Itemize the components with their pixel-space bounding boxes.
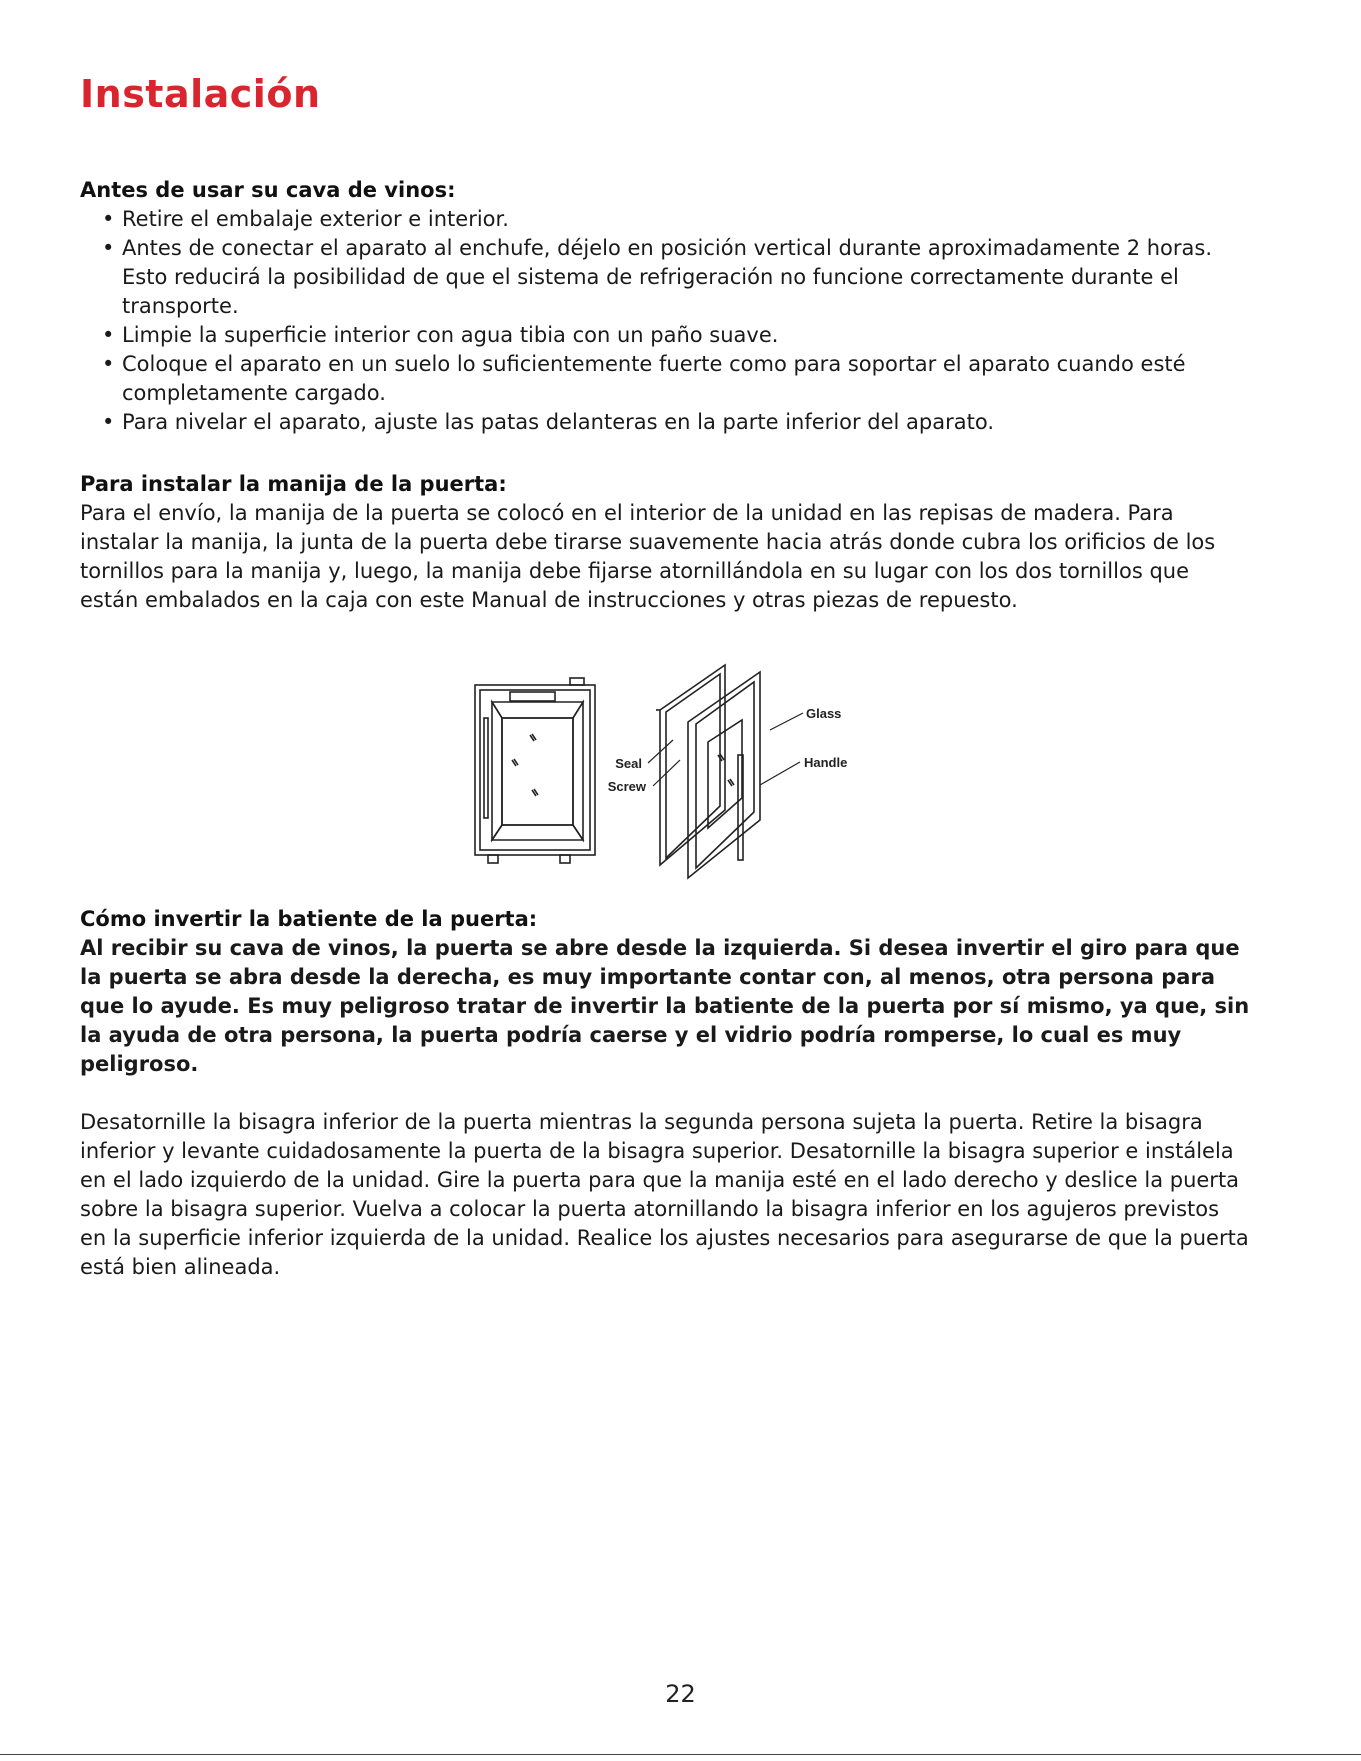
page-title: Instalación (80, 72, 321, 116)
list-item: • Para nivelar el aparato, ajuste las patas delanteras en la parte inferior del aparato. (102, 408, 1250, 437)
glass-label: Glass (806, 706, 842, 721)
list-item: • Retire el embalaje exterior e interior. (102, 205, 1250, 234)
install-handle-paragraph: Para el envío, la manija de la puerta se colocó en el interior de la unidad en las repisas de madera. Para instalar la manija, la junta de la puerta debe tirarse suavemente hacia atrás donde cubra los orificios de los tornillos para la manija y, luego, la manija debe fijarse atornillándola en su lugar con los dos tornillos que están embalados en la caja con este Manual de instrucciones y otras piezas de repuesto. (80, 501, 1216, 612)
reverse-door-warning: Al recibir su cava de vinos, la puerta se abre desde la izquierda. Si desea invertir el giro para que la puerta se abra desde la derecha, es muy importante contar con, al menos, otra persona para que lo ayude. Es muy peligroso tratar de invertir la batiente de la puerta por sí mismo, ya que, sin la ayuda de otra persona, la puerta podría caerse y el vidrio podría romperse, lo cual es muy peligroso. (80, 936, 1250, 1076)
section-install-handle (80, 470, 1250, 615)
before-use-list (80, 205, 1250, 437)
page-number: 22 (665, 1680, 696, 1708)
door-handle-illustration (470, 660, 970, 885)
seal-label: Seal (615, 756, 642, 771)
reverse-door-paragraph: Desatornille la bisagra inferior de la puerta mientras la segunda persona sujeta la puerta. Retire la bisagra inferior y levante cuidadosamente la puerta de la bisagra superior. Desatornille la bisagra superior e instálela en el lado izquierdo de la unidad. Gire la puerta para que la manija esté en el lado derecho y deslice la puerta sobre la bisagra superior. Vuelva a colocar la puerta atornillando la bisagra inferior en los agujeros previstos en la superficie inferior izquierda de la unidad. Realice los ajustes necesarios para asegurarse de que la puerta está bien alineada. (80, 1110, 1249, 1279)
list-item: • Limpie la superficie interior con agua tibia con un paño suave. (102, 321, 1250, 350)
bottom-rule (0, 1754, 1361, 1755)
list-item: • Antes de conectar el aparato al enchufe, déjelo en posición vertical durante aproximadamente 2 horas. Esto reducirá la posibilidad de que el sistema de refrigeración no funcione correctamente durante el transporte. (102, 234, 1250, 321)
list-item: • Coloque el aparato en un suelo lo suficientemente fuerte como para soportar el aparato cuando esté completamente cargado. (102, 350, 1250, 408)
section-heading-before-use: Antes de usar su cava de vinos: (80, 178, 456, 202)
door-handle-diagram (470, 660, 970, 885)
section-before-use (80, 176, 1250, 437)
section-reverse-door (80, 905, 1250, 1282)
screw-label: Screw (607, 779, 646, 794)
section-heading-install-handle: Para instalar la manija de la puerta: (80, 472, 507, 496)
section-heading-reverse-door: Cómo invertir la batiente de la puerta: (80, 907, 538, 931)
handle-label: Handle (804, 755, 848, 770)
